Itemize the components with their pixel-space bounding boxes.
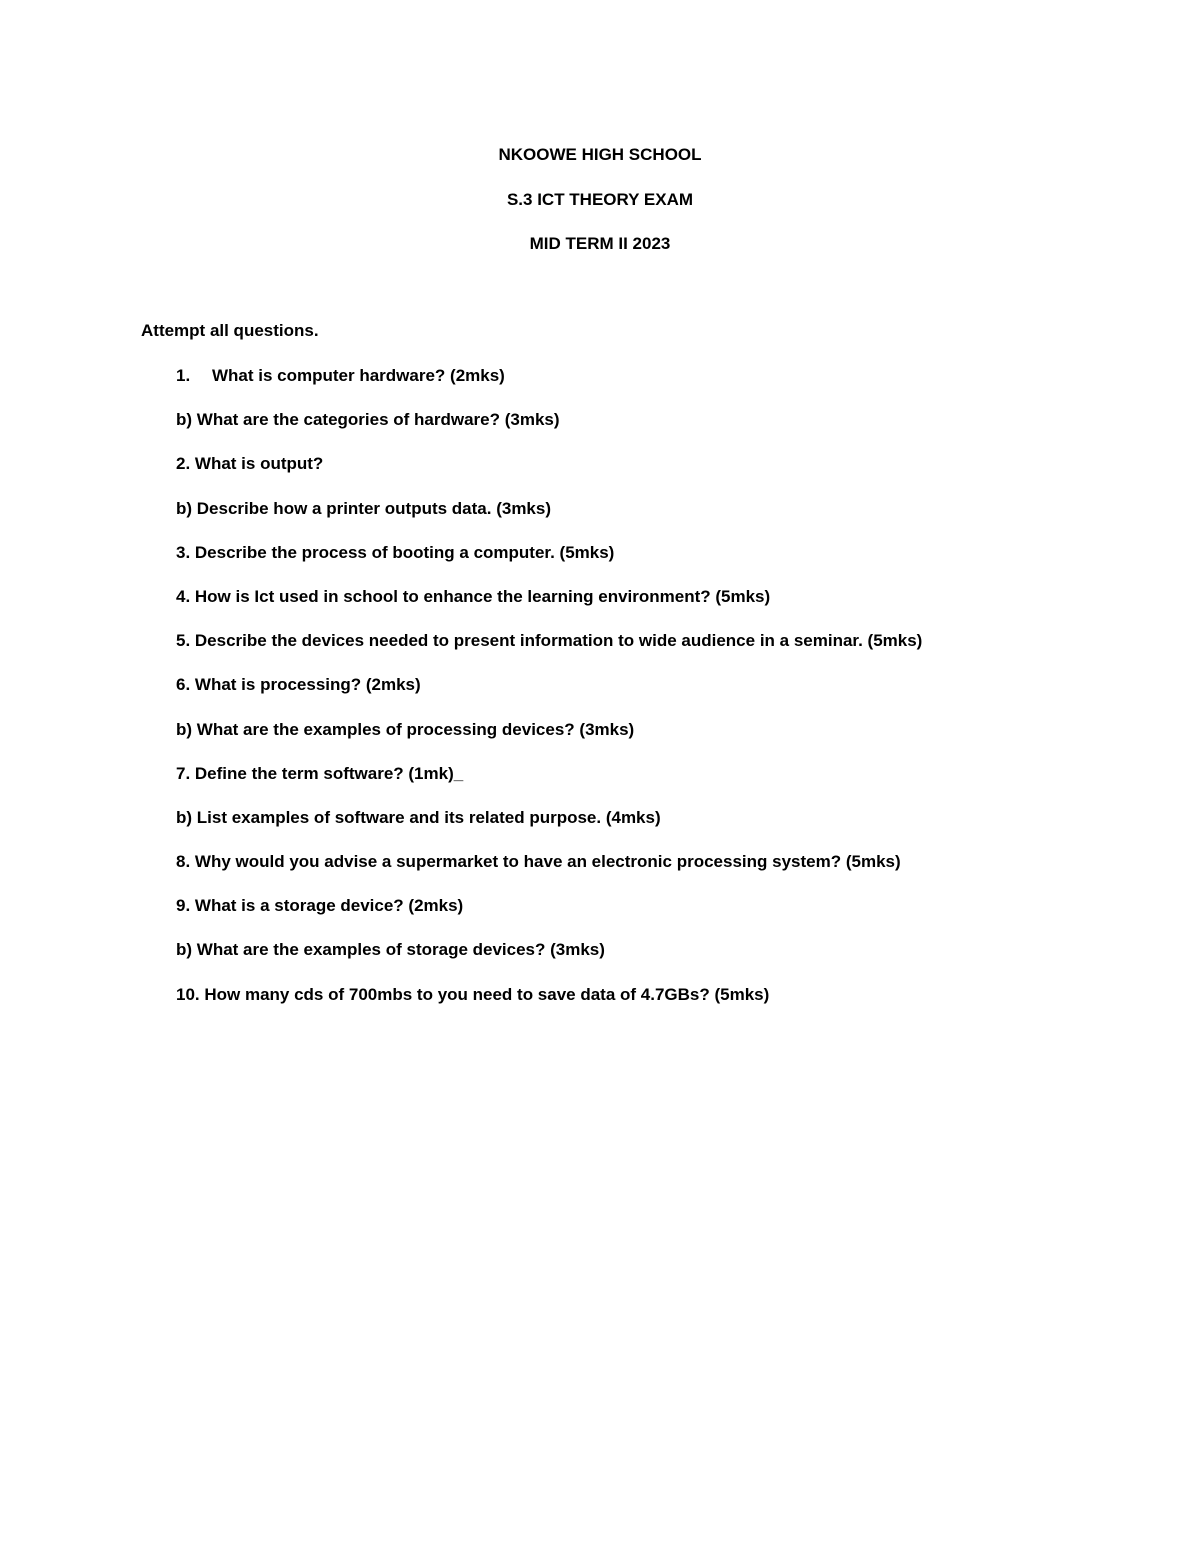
exam-title: S.3 ICT THEORY EXAM: [506, 190, 694, 209]
question-item: 10. How many cds of 700mbs to you need to save data of 4.7GBs? (5mks): [176, 984, 770, 1004]
question-item: 3. Describe the process of booting a computer. (5mks): [176, 542, 615, 562]
question-item: 6. What is processing? (2mks): [176, 675, 421, 695]
question-item: b) Describe how a printer outputs data. (3mks): [176, 498, 552, 518]
question-text: What is computer hardware? (2mks): [212, 366, 505, 385]
question-list: [176, 365, 1136, 1028]
question-item: b) What are the examples of storage devices? (3mks): [176, 940, 605, 960]
question-number: 1.: [176, 366, 191, 385]
question-item: 5. Describe the devices needed to present information to wide audience in a seminar. (5mks): [176, 631, 923, 651]
exam-term: MID TERM II 2023: [529, 234, 671, 253]
question-item: 4. How is Ict used in school to enhance the learning environment? (5mks): [176, 586, 771, 606]
question-item: 8. Why would you advise a supermarket to have an electronic processing system? (5mks): [176, 852, 901, 872]
question-item: 9. What is a storage device? (2mks): [176, 896, 464, 916]
question-item: b) What are the categories of hardware? (3mks): [176, 410, 560, 430]
question-item: [176, 365, 1136, 387]
question-item: b) List examples of software and its related purpose. (4mks): [176, 807, 661, 827]
question-item: 7. Define the term software? (1mk)_: [176, 763, 464, 783]
instruction-text: Attempt all questions.: [141, 321, 319, 340]
question-item: b) What are the examples of processing devices? (3mks): [176, 719, 635, 739]
school-name: NKOOWE HIGH SCHOOL: [498, 145, 702, 164]
question-item: 2. What is output?: [176, 454, 324, 474]
